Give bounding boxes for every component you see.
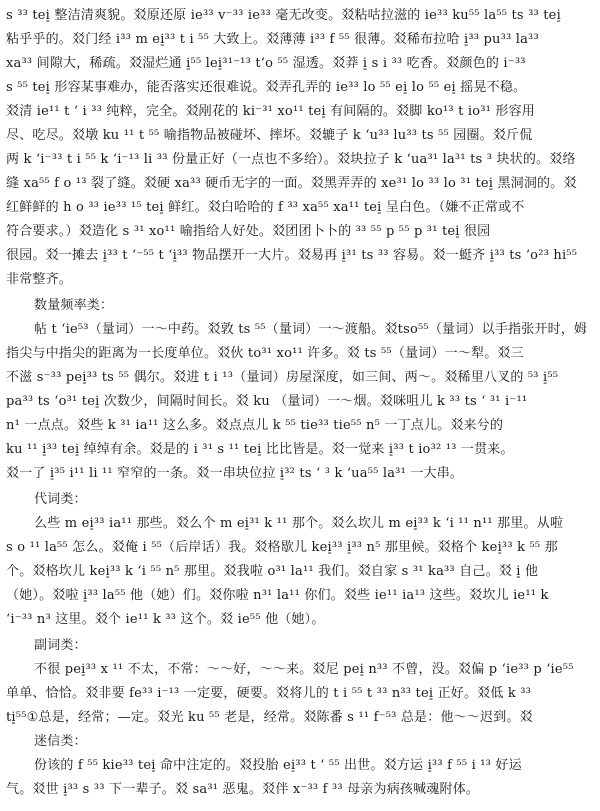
text-line: ‘i⁻³³ n³ 这里。㸚个 ie¹¹ k ³³ 这个。㸚 ie⁵⁵ 他（她）。: [6, 612, 325, 627]
text-line: 个。㸚格坎儿 kei̠³³ k ‘i ⁵⁵ n⁵ 那里。㸚我啦 o³¹ la¹¹ 我们。㸚自家 s ³¹ ka³³ 自己。㸚 i̠ 他: [6, 564, 539, 579]
text-line: 帖 t ‘ie⁵³（量词）一～中药。㸚敦 ts ⁵⁵（量词）一～渡船。㸚tso⁵⁵（量词）以手指张开时，姆: [34, 322, 588, 337]
text-line: 两 k ‘i⁻³³ t i ⁵⁵ k ‘i⁻¹³ li ³³ 份量正好（一点也不多给）。㸚块拉子 k ‘ua³¹ la³¹ ts ³ 块状的。㸚络: [6, 152, 576, 167]
text-line: 符合要求。）㸚造化 s ³¹ xo¹¹ 喻指给人好处。㸚团团卜卜的 ³³ ⁵⁵ p ⁵⁵ p ³¹ tei̠ 很园: [6, 224, 491, 239]
text-line: 缝 xa⁵⁵ f o ¹³ 裂了缝。㸚硬 xa³³ 硬币无字的一面。㸚黑弄弄的 xe³¹ lo ³³ lo ³¹ tei̠ 黑洞洞的。㸚: [6, 176, 577, 191]
text-line: n¹ 一点点。㸚些 k ³¹ ia¹¹ 这么多。㸚点点儿 k ⁵⁵ tie³³ tie⁵⁵ n⁵ 一丁点儿。㸚来兮的: [6, 418, 504, 433]
text-line: xa³³ 间隙大，稀疏。㸚湿烂通 i̠⁵⁵ lei̠³¹⁻¹³ t‘o ⁵⁵ 湿透。㸚莽 i̠ s i ³³ 吃香。㸚颜色的 i⁻³³: [6, 56, 526, 71]
text-line: （她）。㸚啦 i̠³³ la⁵⁵ 他（她）们。㸚你啦 n³¹ la¹¹ 你们。㸚些 ie¹¹ ia¹³ 这些。㸚坎儿 ie¹¹ k: [6, 588, 549, 603]
section-heading-superstition: 迷信类：: [34, 734, 87, 749]
text-line: ku ¹¹ i̠³³ tei̠ 绰绰有余。㸚是的 i ³¹ s ¹¹ tei̠ 比比皆是。㸚一觉来 i̠³³ t io³² ¹³ 一贯来。: [6, 442, 514, 457]
text-line: s ³³ tei̠ 整洁清爽貌。㸚原还原 ie³³ v⁻³³ ie³³ 毫无改变。㸚粘咕拉滋的 ie³³ ku⁵⁵ la⁵⁵ ts ³³ tei̠: [6, 8, 561, 23]
text-line: 么些 m ei̠³³ ia¹¹ 那些。㸚么个 m ei̠³¹ k ¹¹ 那个。㸚么坎儿 m ei̠³³ k ‘i ¹¹ n¹¹ 那里。从啦: [34, 516, 564, 531]
text-line: 份该的 f ⁵⁵ kie³³ tei̠ 命中注定的。㸚投胎 ei̠³³ t ‘ ⁵⁵ 出世。㸚方运 i̠³³ f ⁵⁵ i ¹³ 好运: [34, 758, 522, 773]
text-line: 㸚一了 i̠³⁵ i¹¹ li ¹¹ 窄窄的一条。㸚一串块位拉 i̠³² ts ‘ ³ k ‘ua⁵⁵ la³¹ 一大串。: [6, 466, 464, 481]
text-line: s o ¹¹ la⁵⁵ 怎么。㸚俺 i ⁵⁵（后岸话）我。㸚格歇儿 kei̠³³ i̠³³ n⁵ 那里候。㸚格个 kei̠³³ k ⁵⁵ 那: [6, 540, 558, 555]
text-line: 很园。㸚一摊去 i̠³³ t ‘⁻⁵⁵ t ‘i̠³³ 物品摆开一大片。㸚易再 i̠³¹ ts ³³ 容易。㸚一蜓齐 i̠³³ ts ‘o²³ hi⁵⁵: [6, 248, 578, 263]
section-heading-quantity: 数量频率类：: [34, 298, 114, 313]
text-line: pa³³ ts ‘o³¹ tei̠ 次数少，间隔时间长。㸚 ku （量词）一～烟。㸚咪咀儿 k ³³ ts ‘ ³¹ i⁻¹¹: [6, 394, 528, 409]
section-heading-adverb: 副词类：: [34, 638, 87, 653]
section-heading-pronoun: 代词类：: [34, 492, 87, 507]
text-line: 不很 pei̠³³ x ¹¹ 不太，不常：～～好，～～来。㸚尼 pei̠ n³³ 不曾，没。㸚偏 p ‘ie³³ p ‘ie⁵⁵: [34, 662, 574, 677]
text-line: 㸚清 ie¹¹ t ‘ i ³³ 纯粹，完全。㸚剐花的 ki⁻³¹ xo¹¹ tei̠ 有间隔的。㸚脚 ko¹³ t io³¹ 形容用: [6, 104, 535, 119]
text-line: 粘乎乎的。㸚门经 i³³ m ei̠³³ t i ⁵⁵ 大致上。㸚薄薄 i³³ f ⁵⁵ 很薄。㸚稀布拉哈 i̠³³ pu³³ la³³: [6, 32, 539, 47]
text-line: 不滋 s⁻³³ pei̠³³ ts ⁵⁵ 偶尔。㸚进 t i ¹³（量词）房屋深度，如三间、两～。㸚稀里八叉的 ⁵³ i̠⁵⁵: [6, 370, 559, 385]
text-line: 气。㸚世 i̠³³ s ³³ 下一辈子。㸚 sa³¹ 恶鬼。㸚伴 x⁻³³ f ³³ 母亲为病孩喊魂附体。: [6, 782, 480, 797]
text-line: 非常整齐。: [6, 272, 73, 287]
text-line: ti̠⁵⁵①总是，经常；—定。㸚光 ku ⁵⁵ 老是，经常。㸚陈番 s ¹¹ f⁻⁵³ 总是：他～～迟到。㸚: [6, 710, 533, 725]
text-line: s ⁵⁵ tei̠ 形容某事难办，能否落实还很难说。㸚弄孔弄的 ie³³ lo ⁵⁵ ei̠ lo ⁵⁵ ei̠ 摇晃不稳。: [6, 80, 527, 95]
text-line: 单单、恰恰。㸚非要 fe³³ i⁻¹³ 一定要，硬要。㸚将儿的 t i ⁵⁵ t ³³ n³³ tei̠ 正好。㸚低 k ³³: [6, 686, 532, 701]
text-line: 红鲜鲜的 h o ³³ ie³³ ¹⁵ tei̠ 鲜红。㸚白哈哈的 f ³³ xa⁵⁵ xa¹¹ tei̠ 呈白色。（嫌不正常或不: [6, 200, 525, 215]
text-line: 指尖与中指尖的距离为一长度单位。㸚伙 to³¹ xo¹¹ 许多。㸚 ts ⁵⁵（量词）一～犁。㸚三: [6, 346, 524, 361]
text-line: 尽、吃尽。㸚墩 ku ¹¹ t ⁵⁵ 喻指物品被碰坏、摔坏。㸚辘子 k ‘u³³ lu³³ ts ⁵⁵ 园圈。㸚斤侃: [6, 128, 533, 143]
